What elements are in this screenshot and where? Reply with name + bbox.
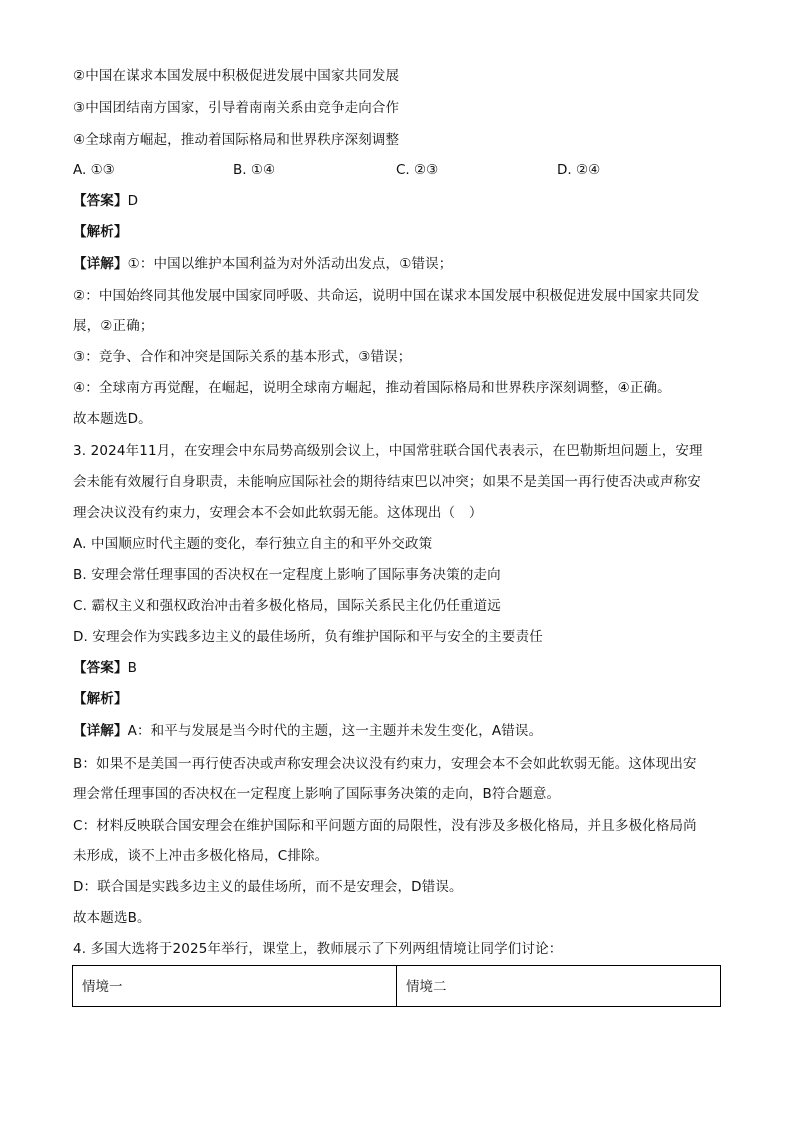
option-b: B. ①④ [233, 162, 276, 178]
detail-text: ①：中国以维护本国利益为对外活动出发点，①错误； [127, 256, 453, 272]
detail-line: C：材料反映联合国安理会在维护国际和平问题方面的局限性，没有涉及多极化格局，并且多极化格局尚 [73, 818, 697, 834]
choice-d: D. 安理会作为实践多边主义的最佳场所，负有维护国际和平与安全的主要责任 [73, 629, 543, 645]
detail-line: D：联合国是实践多边主义的最佳场所，而不是安理会，D错误。 [73, 879, 463, 895]
detail-text: A：和平与发展是当今时代的主题，这一主题并未发生变化，A错误。 [127, 723, 543, 739]
conclusion: 故本题选B。 [73, 910, 151, 926]
question-stem: 4. 多国大选将于2025年举行，课堂上，教师展示了下列两组情境让同学们讨论： [73, 941, 563, 957]
analysis-label: 【解析】 [73, 691, 128, 707]
question-stem: 会未能有效履行自身职责，未能响应国际社会的期待结束巴以冲突；如果不是美国一再行使否决或声称安 [73, 474, 701, 490]
answer-line [73, 191, 138, 211]
choice-b: B. 安理会常任理事国的否决权在一定程度上影响了国际事务决策的走向 [73, 567, 501, 583]
answer-value: B [127, 660, 138, 676]
detail-line: ④：全球南方再觉醒，在崛起，说明全球南方崛起，推动着国际格局和世界秩序深刻调整，④正确。 [73, 380, 671, 396]
choice-a: A. 中国顺应时代主题的变化，奉行独立自主的和平外交政策 [73, 536, 433, 552]
detail-label: 【详解】 [73, 723, 128, 739]
option-d: D. ②④ [557, 162, 601, 178]
conclusion: 故本题选D。 [73, 411, 152, 427]
answer-line [73, 658, 137, 678]
answer-label: 【答案】 [73, 660, 128, 676]
detail-label: 【详解】 [73, 256, 128, 272]
detail-line [73, 254, 452, 274]
statement-2: ②中国在谋求本国发展中积极促进发展中国家共同发展 [73, 68, 400, 84]
answer-label: 【答案】 [73, 193, 128, 209]
detail-line: ③：竞争、合作和冲突是国际关系的基本形式，③错误； [73, 349, 412, 365]
answer-value: D [127, 193, 139, 209]
detail-line [73, 721, 542, 741]
table-header-cell: 情境二 [396, 966, 720, 1006]
detail-line: 未形成，谈不上冲击多极化格局，C排除。 [73, 848, 329, 864]
table-header-cell: 情境一 [82, 979, 123, 995]
question-stem: 3. 2024年11月，在安理会中东局势高级别会议上，中国常驻联合国代表表示，在巴勒斯坦问题上，安理 [73, 443, 703, 459]
option-a: A. ①③ [73, 162, 115, 178]
detail-line: 理会常任理事国的否决权在一定程度上影响了国际事务决策的走向，B符合题意。 [73, 786, 561, 802]
choice-c: C. 霸权主义和强权政治冲击着多极化格局，国际关系民主化仍任重道远 [73, 598, 501, 614]
detail-line: 展，②正确； [73, 318, 154, 334]
question-stem: 理会决议没有约束力，安理会本不会如此软弱无能。这体现出（ ） [73, 505, 483, 521]
analysis-label: 【解析】 [73, 224, 128, 240]
detail-line: ②：中国始终同其他发展中国家同呼吸、共命运，说明中国在谋求本国发展中积极促进发展中国家共同发 [73, 288, 700, 304]
statement-4: ④全球南方崛起，推动着国际格局和世界秩序深刻调整 [73, 132, 400, 148]
option-c: C. ②③ [396, 162, 439, 178]
detail-line: B：如果不是美国一再行使否决或声称安理会决议没有约束力，安理会本不会如此软弱无能。这体现出安 [73, 756, 697, 772]
scenario-table [72, 965, 721, 1007]
statement-3: ③中国团结南方国家，引导着南南关系由竞争走向合作 [73, 100, 400, 116]
